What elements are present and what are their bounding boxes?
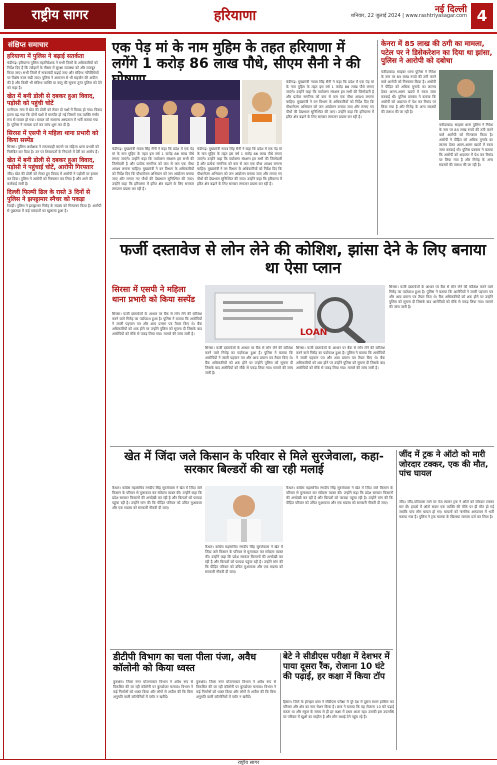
loan-headline: फर्जी दस्तावेज से लोन लेने की कोशिश, झांसा देने के लिए बनाया था ऐसा प्लान (119, 241, 487, 277)
fraud-body-cont: फरीदाबाद। साइबर थाना पुलिस ने निवेश के नाम पर 85 लाख रुपये की ठगी करने वाले आरोपी को गिरफ्तार किया है। आरोपी ने पीड़ित को अधिक मुनाफे का लालच देकर अलग-अलग खातों में रकम जमा करवाई थी। पुलिस प्रवक्ता ने बताया कि आरोपी को अदालत में पेश कर रिमांड पर लिया गया है और गिरोह के अन्य सदस्यों की तलाश की जा रही है। (439, 123, 493, 167)
cds-body: हिसार। जिले के होनहार छात्र ने सीडीएस परीक्षा में पूरे देश में दूसरा स्थान हासिल कर परिवार और क्षेत्र का नाम रोशन किया है। छात्र ने बताया कि वह रोजाना 10 घंटे पढ़ाई करता था और स्कूल के समय से ही हर कक्षा में प्रथम आता रहा। उसकी इस उपलब्धि पर परिवार में खुशी का माहौल है और लोग बधाई देने पहुंच रहे हैं। (283, 700, 394, 719)
page-footer: राष्ट्रीय सागर (0, 759, 497, 765)
briefs-header: संक्षिप्त समाचार (4, 39, 105, 51)
dtp-body-cont: कुरुक्षेत्र। जिला नगर योजनाकार विभाग ने अवैध रूप से विकसित की जा रही कॉलोनी पर बुलडोजर चलाया। विभाग ने कई निर्माणों को ध्वस्त किया और लोगों से अपील की कि बिना अनुमति वाली कॉलोनियों में प्लॉट न खरीदें। (196, 680, 276, 699)
brief-title: खेत में बनी डोली से दबकर हुआ विवाद, पड़ोसी ने पहुंचाई चोटें, आरोपी गिरफ्तार (7, 157, 95, 171)
brief-body: रेवाड़ी। पुलिस ने झपट्टामार गिरोह के सदस्य को गिरफ्तार किया है। आरोपी से पूछताछ में कई वारदातों का खुलासा हुआ है। (7, 204, 102, 213)
accident-headline: जींद में ट्रक ने ऑटो को मारी जोरदार टक्कर, एक की मौत, पांच घायल (399, 449, 489, 479)
brief-body: जींद। खेत की डोली को लेकर हुए विवाद में आरोपी ने पड़ोसी पर हमला कर दिया। पुलिस ने आरोपी को गिरफ्तार कर लिया है और आगे की कार्रवाई जारी है। (7, 172, 99, 186)
column-divider (396, 450, 397, 750)
svg-text:LOAN: LOAN (300, 328, 328, 338)
farmer-body-cont: कैथल। कांग्रेस महासचिव रणदीप सिंह सुरजेवाला ने खेत में जिंदा जले किसान के परिवार से मुलाकात कर संवेदना व्यक्त की। उन्होंने कहा कि प्रदेश सरकार किसानों की अनदेखी कर रही है और बिल्डरों को फायदा पहुंचा रही है। उन्होंने मांग की कि पीड़ित परिवार को उचित मुआवजा और एक सदस्य को सरकारी नौकरी दी जाए। (205, 545, 283, 574)
edition-meta: शनिवार, 22 जुलाई 2024 | www.rashtriyasagar.com (350, 13, 467, 19)
section-rule (110, 649, 393, 650)
loan-subheadline: सिरसा में एसपी ने महिला थाना प्रभारी को किया सस्पेंड (112, 285, 195, 304)
brief-body: सिरसा। पुलिस अधीक्षक ने लापरवाही बरतने पर महिला थाना प्रभारी को निलंबित कर दिया है। उन पर शिकायतों के निपटारे में देरी का आरोप है। (7, 145, 99, 154)
loan-documents-photo (205, 285, 385, 343)
loan-body-cont: सिरसा। फर्जी दस्तावेजों के आधार पर बैंक से लोन लेने की कोशिश करने वाले गिरोह का पर्दाफाश हुआ है। पुलिस ने बताया कि आरोपियों ने जाली पहचान पत्र और आय प्रमाण पत्र तैयार किए थे। बैंक अधिकारियों को शक होने पर उन्होंने पुलिस को सूचना दी जिसके बाद आरोपियों को मौके से पकड़ लिया गया। मामले की जांच जारी है। (205, 346, 293, 375)
brief-item (4, 51, 105, 91)
brief-body: चंडीगढ़। हरियाणा पुलिस महानिदेशक ने सभी जिलों के अधिकारियों को निर्देश दिए हैं कि त्योहारों के मौसम में सुरक्षा व्यवस्था को और मजबूत किया जाए। सभी जिलों में नाकाबंदी बढ़ाई जाए और संदिग्ध गतिविधियों पर विशेष नजर रखी जाए। पुलिस ने आमजन से भी सहयोग की अपील की है और किसी भी संदिग्ध व्यक्ति या वस्तु की सूचना तुरंत पुलिस को देने को कहा है। (7, 61, 102, 90)
newspaper-logo: राष्ट्रीय सागर (4, 3, 116, 29)
surjewala-photo (205, 486, 283, 542)
lead-body: चंडीगढ़। मुख्यमंत्री नायब सिंह सैनी ने कहा कि प्रदेश में एक पेड़ मां के नाम मुहिम के तहत इस वर्ष 1 करोड़ 86 लाख पौधे लगाए जाएंगे। उन्होंने कहा कि पर्यावरण संरक्षण हम सभी की जिम्मेदारी है और प्रत्येक नागरिक को कम से कम एक पौधा अवश्य लगाना चाहिए। मुख्यमंत्री ने वन विभाग के अधिकारियों को निर्देश दिए कि पौधारोपण अभियान को जन आंदोलन बनाया जाए और लगाए गए पौधों की देखभाल सुनिश्चित की जाए। उन्होंने कहा कि हरियाणा में हरित क्षेत्र बढ़ाने के लिए सरकार लगातार प्रयास कर रही है। (112, 147, 194, 191)
edition-city: नई दिल्ली (434, 5, 467, 15)
brief-title: खेत में बनी डोली से दबकर हुआ विवाद, पड़ोसी को पहुंची चोटें (7, 93, 95, 107)
dtp-headline: डीटीपी विभाग का चला पीला पंजा, अवैध कॉलोनी को किया ध्वस्त (113, 652, 257, 674)
brief-body: पानीपत। गांव में खेत की डोली को लेकर दो पक्षों में विवाद हो गया। विवाद इतना बढ़ गया कि दोनों पक्षों में मारपीट हो गई जिसमें एक व्यक्ति गंभीर रूप से घायल हो गया। घायल को सामान्य अस्पताल में भर्ती कराया गया है। पुलिस ने मामला दर्ज कर जांच शुरू कर दी है। (7, 108, 103, 127)
dtp-body: कुरुक्षेत्र। जिला नगर योजनाकार विभाग ने अवैध रूप से विकसित की जा रही कॉलोनी पर बुलडोजर चलाया। विभाग ने कई निर्माणों को ध्वस्त किया और लोगों से अपील की कि बिना अनुमति वाली कॉलोनियों में प्लॉट न खरीदें। (113, 680, 193, 699)
suspect-photo (439, 70, 493, 120)
page-number: 4 (471, 3, 493, 29)
fraud-body: फरीदाबाद। साइबर थाना पुलिस ने निवेश के नाम पर 85 लाख रुपये की ठगी करने वाले आरोपी को गिरफ्तार किया है। आरोपी ने पीड़ित को अधिक मुनाफे का लालच देकर अलग-अलग खातों में रकम जमा करवाई थी। पुलिस प्रवक्ता ने बताया कि आरोपी को अदालत में पेश कर रिमांड पर लिया गया है और गिरोह के अन्य सदस्यों की तलाश की जा रही है। (381, 70, 436, 114)
accident-body: जींद। जींद-पटियाला मार्ग पर तेज रफ्तार ट्रक ने ऑटो को जोरदार टक्कर मार दी। हादसे में ऑटो सवार एक व्यक्ति की मौके पर ही मौत हो गई जबकि पांच लोग घायल हो गए। घायलों को नागरिक अस्पताल में भर्ती कराया गया है। पुलिस ने ट्रक चालक के खिलाफ मामला दर्ज कर लिया है। (399, 500, 494, 519)
farmer-body-cont2: कैथल। कांग्रेस महासचिव रणदीप सिंह सुरजेवाला ने खेत में जिंदा जले किसान के परिवार से मुलाकात कर संवेदना व्यक्त की। उन्होंने कहा कि प्रदेश सरकार किसानों की अनदेखी कर रही है और बिल्डरों को फायदा पहुंचा रही है। उन्होंने मांग की कि पीड़ित परिवार को उचित मुआवजा और एक सदस्य को सरकारी नौकरी दी जाए। (286, 486, 393, 505)
brief-title: हरियाणा में पुलिस ने बढ़ाई सतर्कता (7, 53, 84, 60)
cds-headline: बेटे ने सीडीएस परीक्षा में देशभर में पाया दूसरा रैंक, रोजाना 10 घंटे की पढ़ाई, हर कक्षा में किया टॉप (283, 652, 390, 682)
section-rule (110, 446, 494, 447)
brief-item (4, 187, 105, 214)
cm-portrait-photo (242, 80, 282, 144)
brief-item (4, 128, 105, 155)
briefs-column (3, 38, 106, 760)
farmer-body: कैथल। कांग्रेस महासचिव रणदीप सिंह सुरजेवाला ने खेत में जिंदा जले किसान के परिवार से मुलाकात कर संवेदना व्यक्त की। उन्होंने कहा कि प्रदेश सरकार किसानों की अनदेखी कर रही है और बिल्डरों को फायदा पहुंचा रही है। उन्होंने मांग की कि पीड़ित परिवार को उचित मुआवजा और एक सदस्य को सरकारी नौकरी दी जाए। (112, 486, 202, 510)
loan-body: सिरसा। फर्जी दस्तावेजों के आधार पर बैंक से लोन लेने की कोशिश करने वाले गिरोह का पर्दाफाश हुआ है। पुलिस ने बताया कि आरोपियों ने जाली पहचान पत्र और आय प्रमाण पत्र तैयार किए थे। बैंक अधिकारियों को शक होने पर उन्होंने पुलिस को सूचना दी जिसके बाद आरोपियों को मौके से पकड़ लिया गया। मामले की जांच जारी है। (112, 312, 202, 336)
brief-title: दिल्ली फिल्मी ढिल के रास्ते 3 दिनों से पुलिस ने झपट्टामार स्नैचर को पकड़ा (7, 189, 91, 203)
lead-headline: एक पेड़ मां के नाम मुहिम के तहत हरियाणा में लगेंगे 1 करोड़ 86 लाख पौधे, सीएम सैनी ने की (112, 40, 361, 73)
loan-body-cont3: सिरसा। फर्जी दस्तावेजों के आधार पर बैंक से लोन लेने की कोशिश करने वाले गिरोह का पर्दाफाश हुआ है। पुलिस ने बताया कि आरोपियों ने जाली पहचान पत्र और आय प्रमाण पत्र तैयार किए थे। बैंक अधिकारियों को शक होने पर उन्होंने पुलिस को सूचना दी जिसके बाद आरोपियों को मौके से पकड़ लिया गया। मामले की जांच जारी है। (389, 285, 493, 309)
brief-item (4, 91, 105, 128)
lead-body-cont2: चंडीगढ़। मुख्यमंत्री नायब सिंह सैनी ने कहा कि प्रदेश में एक पेड़ मां के नाम मुहिम के तहत इस वर्ष 1 करोड़ 86 लाख पौधे लगाए जाएंगे। उन्होंने कहा कि पर्यावरण संरक्षण हम सभी की जिम्मेदारी है और प्रत्येक नागरिक को कम से कम एक पौधा अवश्य लगाना चाहिए। मुख्यमंत्री ने वन विभाग के अधिकारियों को निर्देश दिए कि पौधारोपण अभियान को जन आंदोलन बनाया जाए और लगाए गए पौधों की देखभाल सुनिश्चित की जाए। उन्होंने कहा कि हरियाणा में हरित क्षेत्र बढ़ाने के लिए सरकार लगातार प्रयास कर रही है। (286, 80, 374, 119)
masthead (0, 0, 497, 34)
column-divider (280, 653, 281, 753)
farmer-headline: खेत में जिंदा जले किसान के परिवार से मिले सुरजेवाला, कहा- सरकार बिल्डरों की खा रही मलाई (124, 449, 384, 477)
section-title: हरियाणा (213, 8, 257, 24)
loan-body-cont2: सिरसा। फर्जी दस्तावेजों के आधार पर बैंक से लोन लेने की कोशिश करने वाले गिरोह का पर्दाफाश हुआ है। पुलिस ने बताया कि आरोपियों ने जाली पहचान पत्र और आय प्रमाण पत्र तैयार किए थे। बैंक अधिकारियों को शक होने पर उन्होंने पुलिस को सूचना दी जिसके बाद आरोपियों को मौके से पकड़ लिया गया। मामले की जांच जारी है। (296, 346, 385, 370)
section-rule (110, 238, 494, 239)
fraud-headline: केनरा में 85 लाख की ठगी का मामला, पटेल पर ने डिसेकरेशन का दिया था झांसा, पुलिस ने आरोपी को दबोचा (381, 39, 493, 66)
cm-event-photo (112, 80, 240, 144)
brief-title: सिरसा में एसपी ने महिला थाना प्रभारी को किया सस्पेंड (7, 130, 99, 144)
lead-body-cont: चंडीगढ़। मुख्यमंत्री नायब सिंह सैनी ने कहा कि प्रदेश में एक पेड़ मां के नाम मुहिम के तहत इस वर्ष 1 करोड़ 86 लाख पौधे लगाए जाएंगे। उन्होंने कहा कि पर्यावरण संरक्षण हम सभी की जिम्मेदारी है और प्रत्येक नागरिक को कम से कम एक पौधा अवश्य लगाना चाहिए। मुख्यमंत्री ने वन विभाग के अधिकारियों को निर्देश दिए कि पौधारोपण अभियान को जन आंदोलन बनाया जाए और लगाए गए पौधों की देखभाल सुनिश्चित की जाए। उन्होंने कहा कि हरियाणा में हरित क्षेत्र बढ़ाने के लिए सरकार लगातार प्रयास कर रही है। (197, 147, 282, 186)
brief-item (4, 155, 105, 187)
column-divider (377, 40, 378, 235)
